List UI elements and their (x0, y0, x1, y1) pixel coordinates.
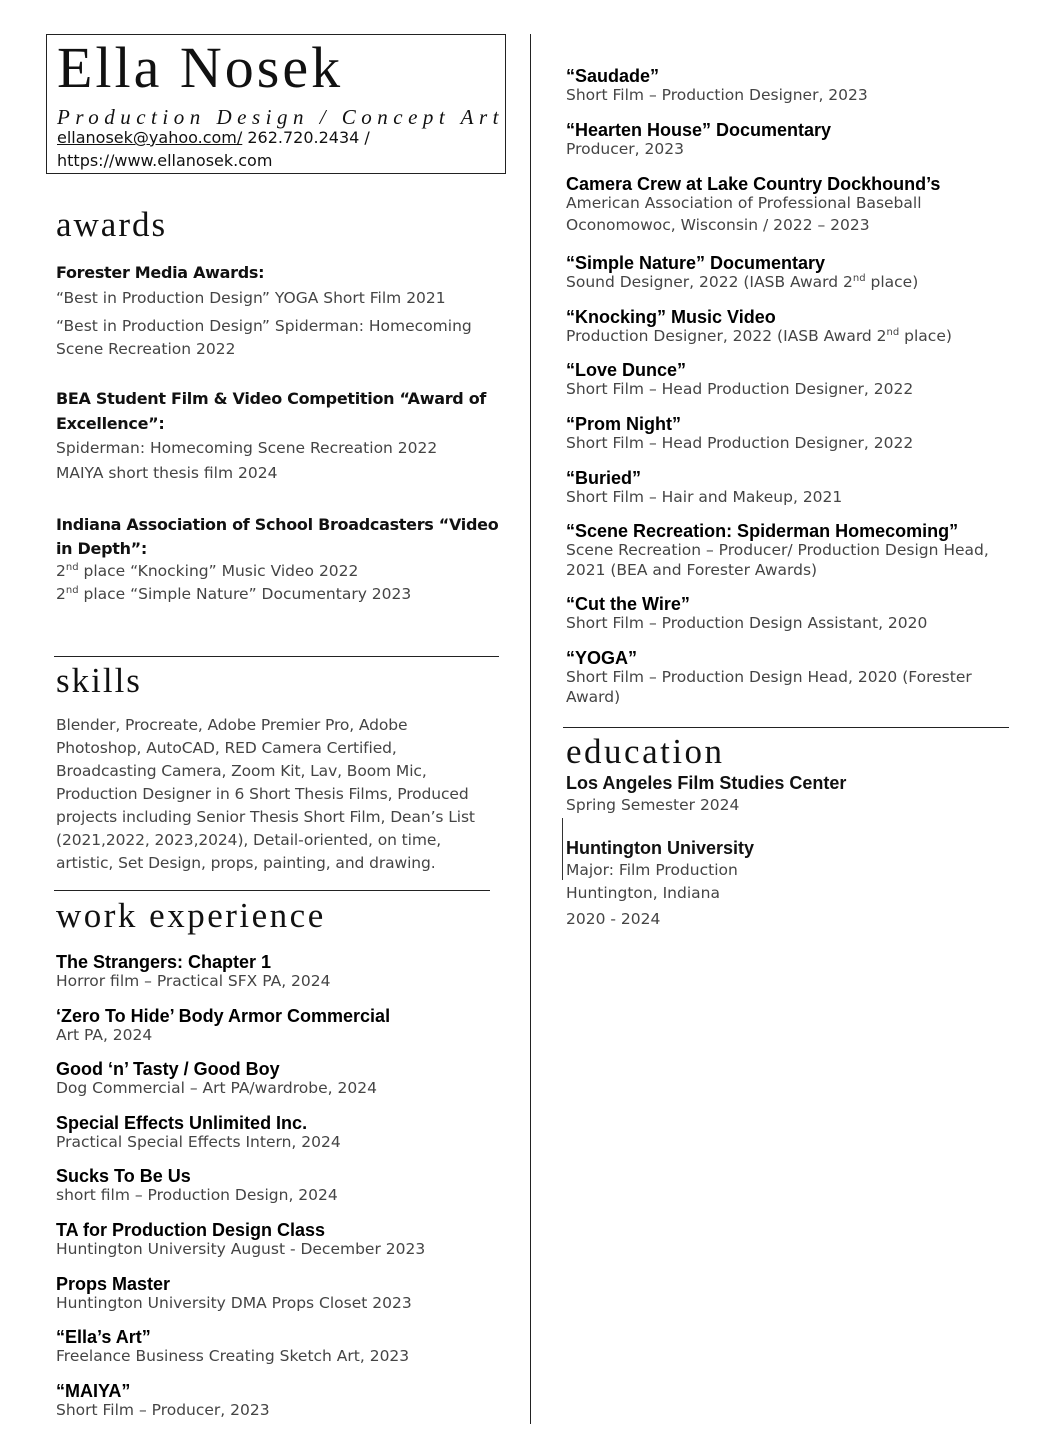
work-experience-title: work experience (56, 896, 326, 935)
job-description: Short Film – Production Designer, 2023 (566, 86, 868, 104)
award-line: “Best in Production Design” Spiderman: Homecoming (56, 317, 472, 335)
award-heading-iasb: Indiana Association of School Broadcasters “Video (56, 515, 499, 534)
job-entry (56, 1166, 338, 1206)
skills-title: skills (56, 661, 142, 700)
contact-line (57, 128, 370, 147)
job-entry (56, 1006, 390, 1046)
job-entry (566, 414, 913, 454)
award-heading-forester: Forester Media Awards: (56, 263, 265, 282)
job-description: short film – Production Design, 2024 (56, 1186, 338, 1204)
website-link[interactable]: https://www.ellanosek.com (57, 151, 273, 170)
email-link[interactable]: ellanosek@yahoo.com/ (57, 128, 243, 147)
education-title: education (566, 732, 725, 771)
job-description: Freelance Business Creating Sketch Art, 2023 (56, 1347, 410, 1365)
place-number: 2 (56, 585, 66, 603)
award-line: “Best in Production Design” YOGA Short Film 2021 (56, 289, 446, 307)
job-description: Short Film – Production Design Head, 2020 (Forester (566, 668, 972, 686)
job-entry (56, 1220, 425, 1260)
award-text: place “Knocking” Music Video 2022 (78, 562, 359, 580)
job-entry (566, 120, 831, 160)
school-name: Huntington University (566, 838, 754, 858)
ordinal-suffix: nd (886, 326, 900, 338)
award-text: place “Simple Nature” Documentary 2023 (78, 585, 412, 603)
award-heading-iasb-cont: in Depth”: (56, 539, 147, 558)
job-entry (566, 648, 972, 707)
job-entry (56, 1274, 412, 1314)
place-number: 2 (56, 562, 66, 580)
job-title: Camera Crew at Lake Country Dockhound’s (566, 174, 941, 194)
job-title: Good ‘n’ Tasty / Good Boy (56, 1059, 280, 1079)
award-line: Scene Recreation 2022 (56, 340, 236, 358)
job-title: Props Master (56, 1274, 171, 1294)
job-entry (56, 1381, 270, 1421)
job-description: Short Film – Production Design Assistant, 2020 (566, 614, 928, 632)
job-entry (56, 952, 331, 992)
section-divider (563, 727, 1009, 728)
column-divider (530, 34, 531, 1424)
job-description: Practical Special Effects Intern, 2024 (56, 1133, 341, 1151)
job-desc-text: Production Designer, 2022 (IASB Award 2 (566, 327, 887, 345)
job-desc-text: Sound Designer, 2022 (IASB Award 2 (566, 273, 853, 291)
job-entry (566, 594, 927, 634)
job-title: “Hearten House” Documentary (566, 120, 832, 140)
job-description: 2021 (BEA and Forester Awards) (566, 560, 818, 579)
job-description: Short Film – Head Production Designer, 2022 (566, 434, 914, 452)
awards-title: awards (56, 205, 168, 244)
award-line (56, 560, 358, 583)
job-title: “Ella’s Art” (56, 1327, 151, 1347)
job-description: American Association of Professional Baseball (566, 194, 922, 212)
award-heading-bea: BEA Student Film & Video Competition “Award of (56, 389, 487, 408)
school-detail: Spring Semester 2024 (566, 796, 740, 814)
job-description: Huntington University DMA Props Closet 2023 (56, 1294, 412, 1312)
school-detail: Major: Film Production (566, 861, 738, 879)
school-detail: 2020 - 2024 (566, 910, 661, 928)
job-entry (566, 66, 868, 106)
job-desc-text: place) (899, 327, 952, 345)
job-title: Sucks To Be Us (56, 1166, 191, 1186)
job-title: TA for Production Design Class (56, 1220, 326, 1240)
job-description: Short Film – Hair and Makeup, 2021 (566, 488, 843, 506)
job-description (566, 327, 952, 347)
school-detail: Huntington, Indiana (566, 884, 720, 902)
job-entry (566, 360, 913, 400)
section-divider (54, 656, 499, 657)
job-title: “Love Dunce” (566, 360, 687, 380)
job-entry (56, 1327, 409, 1367)
job-title: “MAIYA” (56, 1381, 131, 1401)
education-marker (562, 818, 563, 880)
job-description: Dog Commercial – Art PA/wardrobe, 2024 (56, 1079, 377, 1097)
job-title: ‘Zero To Hide’ Body Armor Commercial (56, 1006, 391, 1026)
resume-name: Ella Nosek (57, 35, 344, 100)
job-title: “YOGA” (566, 648, 638, 668)
skills-text: Blender, Procreate, Adobe Premier Pro, Adobe Photoshop, AutoCAD, RED Camera Certified, Broadcasting Camera, Zoom Kit, Lav, Boom Mic, Production Designer in 6 Short Thesis Films, Produced projects including Senior Thesis Short Film, Dean’s List (2021,2022, 2023,2024), Detail-oriented, on time, artistic, Set Design, props, painting, and drawing. (56, 716, 475, 872)
job-description: Scene Recreation – Producer/ Production Design Head, (566, 541, 989, 559)
job-entry (566, 521, 989, 580)
ordinal-suffix: nd (65, 561, 79, 573)
job-entry (56, 1059, 377, 1099)
job-title: The Strangers: Chapter 1 (56, 952, 272, 972)
job-entry (566, 307, 952, 347)
job-desc-text: place) (865, 273, 919, 291)
job-title: “Cut the Wire” (566, 594, 690, 614)
job-title: “Saudade” (566, 66, 660, 86)
ordinal-suffix: nd (852, 272, 866, 284)
job-entry (566, 253, 918, 293)
job-entry (56, 1113, 341, 1153)
award-heading-bea-cont: Excellence”: (56, 414, 165, 433)
job-description (566, 273, 918, 293)
header-box (46, 34, 506, 174)
job-title: “Buried” (566, 468, 642, 488)
job-title: “Simple Nature” Documentary (566, 253, 826, 273)
ordinal-suffix: nd (65, 584, 79, 596)
award-line: Spiderman: Homecoming Scene Recreation 2022 (56, 439, 438, 457)
job-title: Special Effects Unlimited Inc. (56, 1113, 308, 1133)
resume-tagline: Production Design / Concept Art (57, 105, 504, 129)
job-title: “Knocking” Music Video (566, 307, 776, 327)
job-description: Award) (566, 687, 621, 706)
phone-number: 262.720.2434 / (242, 128, 370, 147)
job-entry (566, 174, 940, 235)
job-description: Short Film – Head Production Designer, 2022 (566, 380, 914, 398)
award-line: MAIYA short thesis film 2024 (56, 464, 278, 482)
job-description: Horror film – Practical SFX PA, 2024 (56, 972, 331, 990)
job-description: Huntington University August - December 2023 (56, 1240, 426, 1258)
job-title: “Scene Recreation: Spiderman Homecoming” (566, 521, 959, 541)
award-line (56, 583, 411, 606)
job-description: Short Film – Producer, 2023 (56, 1401, 270, 1419)
job-entry (566, 468, 842, 508)
job-title: “Prom Night” (566, 414, 681, 434)
job-description: Producer, 2023 (566, 140, 684, 158)
section-divider (54, 890, 490, 891)
job-description: Oconomowoc, Wisconsin / 2022 – 2023 (566, 215, 870, 234)
school-name: Los Angeles Film Studies Center (566, 773, 847, 793)
job-description: Art PA, 2024 (56, 1026, 153, 1044)
